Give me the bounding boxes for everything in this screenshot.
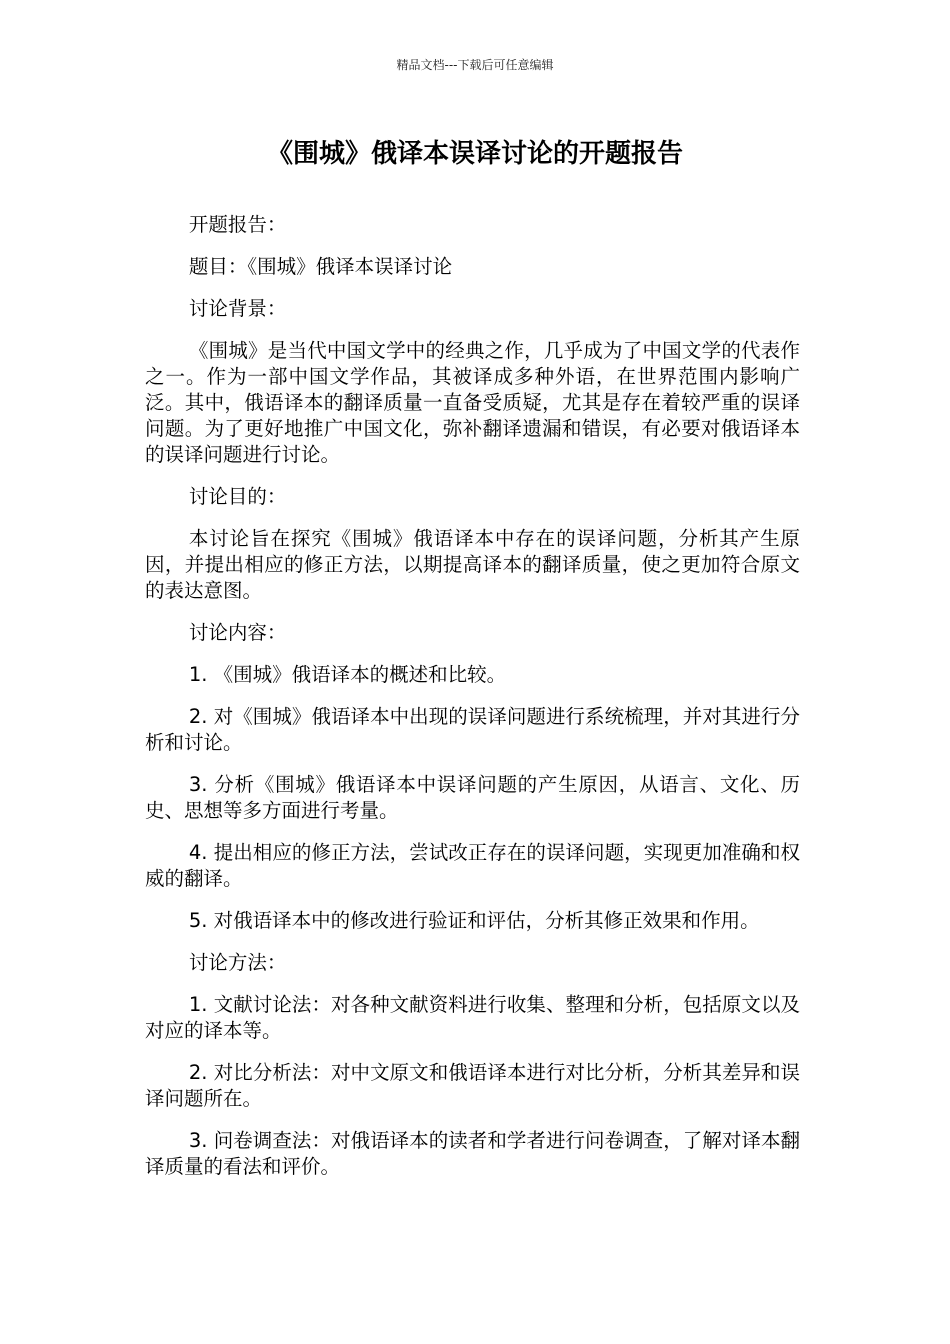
paragraph-content-item-3: 3. 分析《围城》俄语译本中误译问题的产生原因，从语言、文化、历史、思想等多方面进行考量。 xyxy=(145,773,800,822)
paragraph-label-methods: 讨论方法： xyxy=(188,951,287,974)
paragraph-purpose: 本讨论旨在探究《围城》俄语译本中存在的误译问题，分析其产生原因，并提出相应的修正方法，以期提高译本的翻译质量，使之更加符合原文的表达意图。 xyxy=(145,527,800,602)
page-header: 精品文档---下载后可任意编辑 xyxy=(396,58,554,72)
paragraph-method-item-1: 1. 文献讨论法：对各种文献资料进行收集、整理和分析，包括原文以及对应的译本等。 xyxy=(145,993,800,1042)
paragraph-content-item-2: 2. 对《围城》俄语译本中出现的误译问题进行系统梳理，并对其进行分析和讨论。 xyxy=(145,705,800,754)
document-body xyxy=(145,212,800,1196)
paragraph-method-item-3: 3. 问卷调查法：对俄语译本的读者和学者进行问卷调查，了解对译本翻译质量的看法和评价。 xyxy=(145,1129,800,1178)
paragraph-label-purpose: 讨论目的： xyxy=(188,485,287,508)
paragraph-topic: 题目：《围城》俄译本误译讨论 xyxy=(188,255,453,278)
document-title: 《围城》俄译本误译讨论的开题报告 xyxy=(266,139,683,169)
paragraph-label-report: 开题报告： xyxy=(188,213,287,236)
paragraph-content-item-1: 1. 《围城》俄语译本的概述和比较。 xyxy=(188,663,507,686)
paragraph-label-content: 讨论内容： xyxy=(188,621,287,644)
paragraph-background: 《围城》是当代中国文学中的经典之作，几乎成为了中国文学的代表作之一。作为一部中国文学作品，其被译成多种外语，在世界范围内影响广泛。其中，俄语译本的翻译质量一直备受质疑，尤其是存在着较严重的误译问题。为了更好地推广中国文化，弥补翻译遗漏和错误，有必要对俄语译本的误译问题进行讨论。 xyxy=(145,339,800,466)
paragraph-content-item-4: 4. 提出相应的修正方法，尝试改正存在的误译问题，实现更加准确和权威的翻译。 xyxy=(145,841,800,890)
paragraph-method-item-2: 2. 对比分析法：对中文原文和俄语译本进行对比分析，分析其差异和误译问题所在。 xyxy=(145,1061,800,1110)
paragraph-label-background: 讨论背景： xyxy=(188,297,287,320)
paragraph-content-item-5: 5. 对俄语译本中的修改进行验证和评估，分析其修正效果和作用。 xyxy=(188,909,760,932)
